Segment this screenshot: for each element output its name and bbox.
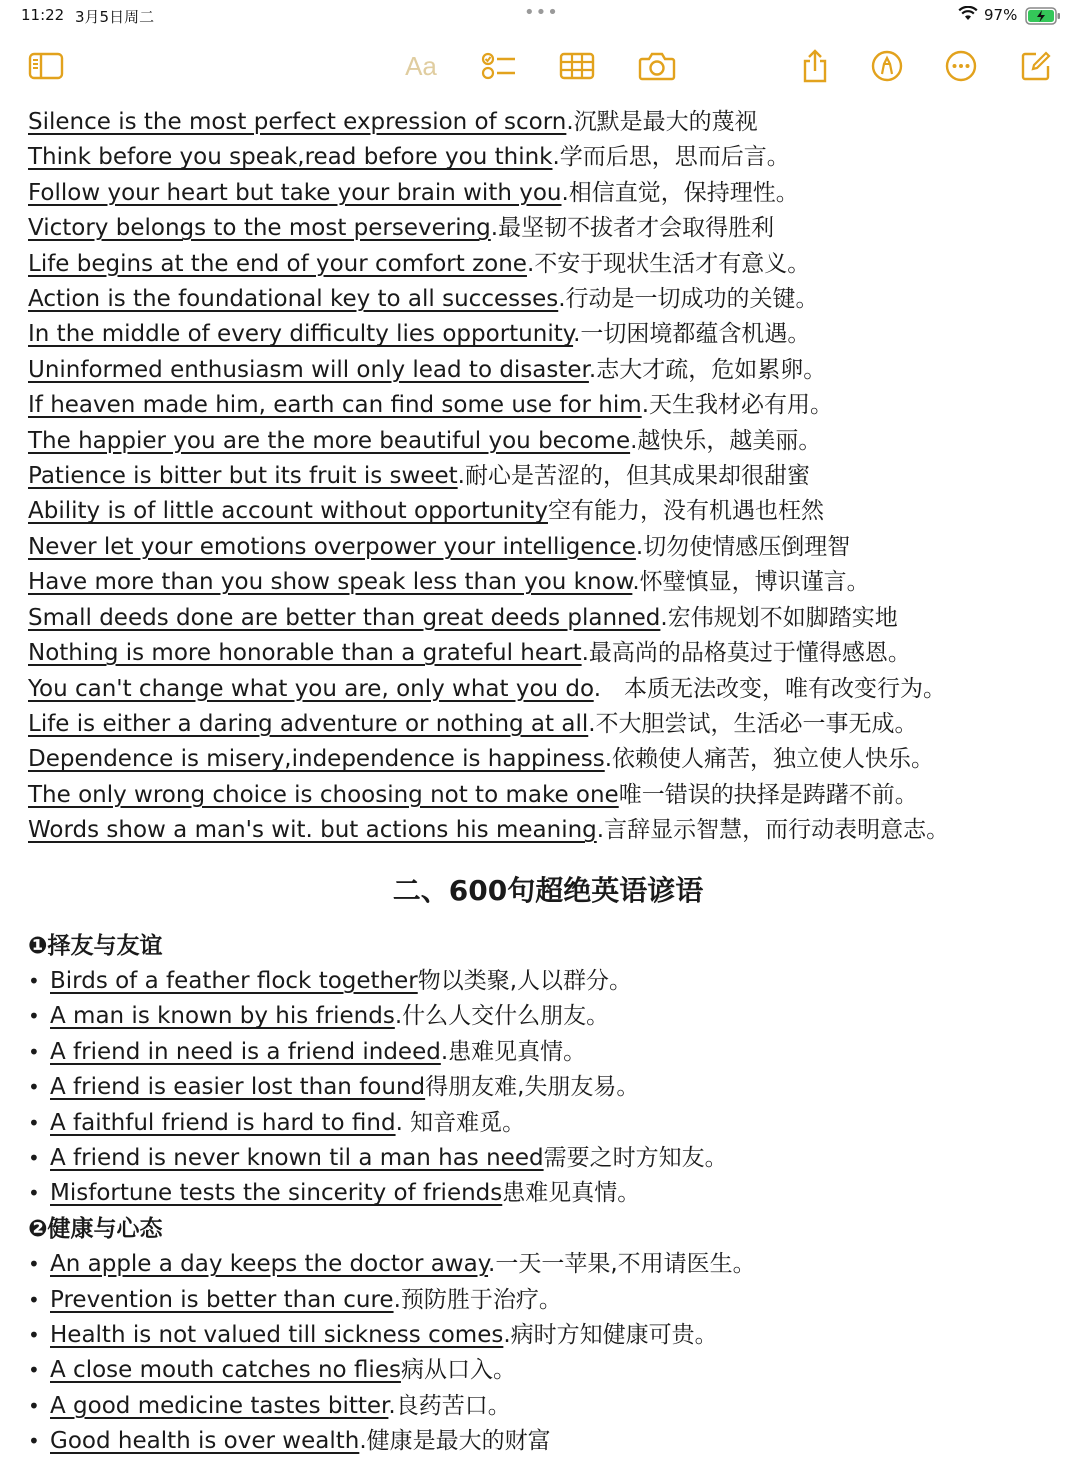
bullet-dot-icon: • xyxy=(28,1393,40,1418)
quote-line xyxy=(28,636,1068,671)
note-body[interactable] xyxy=(28,105,1068,1460)
quote-chinese: 唯一错误的抉择是踌躇不前。 xyxy=(618,781,918,808)
quote-chinese: .言辞显示智慧，而行动表明意志。 xyxy=(596,817,950,844)
quote-english: Silence is the most perfect expression of scorn xyxy=(28,109,567,135)
share-icon[interactable] xyxy=(795,48,835,84)
quote-line xyxy=(28,282,1068,317)
quote-line xyxy=(28,530,1068,565)
quote-line xyxy=(28,388,1068,423)
quote-english: The happier you are the more beautiful you become xyxy=(28,427,631,454)
notes-toolbar xyxy=(0,40,1080,92)
proverb-chinese: .什么人交什么朋友。 xyxy=(394,1003,610,1030)
quote-english: Have more than you show speak less than you know xyxy=(28,569,633,596)
proverb-chinese: .良药苦口。 xyxy=(388,1392,511,1419)
quote-line xyxy=(28,176,1068,211)
proverb-english: Misfortune tests the sincerity of friends xyxy=(50,1180,503,1207)
quote-line xyxy=(28,211,1068,246)
bullet-dot-icon: • xyxy=(28,1004,40,1029)
proverb-chinese: 得朋友难,失朋友易。 xyxy=(425,1074,640,1101)
proverb-chinese: 病从口入。 xyxy=(400,1357,516,1384)
quote-line xyxy=(28,813,1068,848)
quote-line xyxy=(28,707,1068,742)
proverb-list-item xyxy=(28,1283,1068,1318)
quote-line xyxy=(28,601,1068,636)
proverb-english: A faithful friend is hard to find xyxy=(50,1109,396,1136)
status-date: 3月5日周二 xyxy=(75,8,155,26)
format-label: Aa xyxy=(405,50,437,81)
quote-chinese: .切勿使情感压倒理智 xyxy=(635,533,851,560)
proverb-list-item xyxy=(28,1389,1068,1424)
quote-english: If heaven made him, earth can find some use for him xyxy=(28,392,642,419)
quote-chinese: .一切困境都蕴含机遇。 xyxy=(573,321,811,348)
quote-line xyxy=(28,353,1068,388)
checklist-icon[interactable] xyxy=(479,48,519,84)
bullet-dot-icon: • xyxy=(28,1358,40,1383)
bullet-dot-icon: • xyxy=(28,1145,40,1170)
quote-line xyxy=(28,459,1068,494)
quote-chinese: .沉默是最大的蔑视 xyxy=(566,109,758,135)
table-icon[interactable] xyxy=(557,48,597,84)
quote-english: Words show a man's wit. but actions his meaning xyxy=(28,817,597,844)
quote-line xyxy=(28,247,1068,282)
proverb-chinese: 需要之时方知友。 xyxy=(543,1144,728,1171)
bullet-dot-icon: • xyxy=(28,1075,40,1100)
quote-english: Victory belongs to the most persevering xyxy=(28,215,491,242)
proverb-english: A close mouth catches no flies xyxy=(50,1357,401,1384)
quote-chinese: .宏伟规划不如脚踏实地 xyxy=(660,604,898,631)
quote-line xyxy=(28,317,1068,352)
quote-chinese: .越快乐，越美丽。 xyxy=(630,427,822,454)
proverb-chinese: .预防胜于治疗。 xyxy=(393,1286,562,1313)
proverb-chinese: .患难见真情。 xyxy=(440,1038,587,1065)
bullet-dot-icon: • xyxy=(28,1110,40,1135)
bullet-dot-icon: • xyxy=(28,1252,40,1277)
quote-line xyxy=(28,105,1068,140)
quote-english: Never let your emotions overpower your intelligence xyxy=(28,533,636,560)
proverb-english: Prevention is better than cure xyxy=(50,1286,394,1313)
quote-english: The only wrong choice is choosing not to make one xyxy=(28,781,619,808)
proverb-list-item xyxy=(28,1424,1068,1459)
compose-icon[interactable] xyxy=(1016,48,1056,84)
quote-line xyxy=(28,672,1068,707)
quote-english: Dependence is misery,independence is happiness xyxy=(28,746,605,773)
proverb-list-item xyxy=(28,1106,1068,1141)
quote-chinese: .不安于现状生活才有意义。 xyxy=(526,250,811,277)
markup-icon[interactable] xyxy=(867,48,907,84)
bullet-dot-icon: • xyxy=(28,1287,40,1312)
proverb-english: Good health is over wealth xyxy=(50,1428,360,1455)
quote-chinese: .相信直觉，保持理性。 xyxy=(561,179,799,206)
quote-line xyxy=(28,140,1068,175)
quote-chinese: . 本质无法改变，唯有改变行为。 xyxy=(593,675,947,702)
proverb-list-item xyxy=(28,1035,1068,1070)
quote-english: Action is the foundational key to all successes xyxy=(28,286,559,313)
quote-english: Think before you speak,read before you think xyxy=(28,144,553,171)
quote-chinese: .耐心是苦涩的，但其成果却很甜蜜 xyxy=(457,463,810,490)
quote-english: Small deeds done are better than great deeds planned xyxy=(28,604,661,631)
proverb-list-item xyxy=(28,1318,1068,1353)
bullet-dot-icon: • xyxy=(28,1429,40,1454)
quote-english: Patience is bitter but its fruit is sweet xyxy=(28,463,458,490)
proverb-list-item xyxy=(28,1141,1068,1176)
status-bar xyxy=(0,0,1080,32)
proverb-english: A good medicine tastes bitter xyxy=(50,1392,389,1419)
quote-english: Ability is of little account without opportunity xyxy=(28,498,548,525)
battery-percent: 97% xyxy=(984,6,1018,24)
multitasking-dots-icon[interactable]: ••• xyxy=(524,2,559,23)
proverb-english: An apple a day keeps the doctor away xyxy=(50,1251,489,1278)
quote-english: In the middle of every difficulty lies opportunity xyxy=(28,321,574,348)
quote-chinese: .天生我材必有用。 xyxy=(641,392,833,419)
bullet-dot-icon: • xyxy=(28,1181,40,1206)
quote-english: Life is either a daring adventure or nothing at all xyxy=(28,710,589,737)
proverb-english: A friend in need is a friend indeed xyxy=(50,1038,441,1065)
quote-english: Nothing is more honorable than a grateful heart xyxy=(28,640,582,667)
format-button[interactable] xyxy=(401,48,441,84)
proverb-chinese: 物以类聚,人以群分。 xyxy=(417,967,633,994)
quote-line xyxy=(28,742,1068,777)
quote-english: You can't change what you are, only what you do xyxy=(28,675,594,702)
proverb-list-item xyxy=(28,1176,1068,1211)
proverb-list-item xyxy=(28,964,1068,999)
bullet-dot-icon: • xyxy=(28,1323,40,1347)
proverb-chinese: . 知音难觅。 xyxy=(395,1109,526,1136)
subsection-title: ❷健康与心态 xyxy=(28,1215,163,1242)
proverb-list-item xyxy=(28,999,1068,1034)
sidebar-icon[interactable] xyxy=(26,48,66,84)
proverb-chinese: .病时方知健康可贵。 xyxy=(503,1322,718,1348)
proverb-chinese: .一天一苹果,不用请医生。 xyxy=(488,1251,756,1278)
quote-line xyxy=(28,424,1068,459)
quote-chinese: .志大才疏，危如累卵。 xyxy=(588,356,827,383)
proverb-english: Health is not valued till sickness comes xyxy=(50,1322,504,1348)
quote-english: Life begins at the end of your comfort zone xyxy=(28,250,527,277)
quote-chinese: .不大胆尝试，生活必一事无成。 xyxy=(588,710,918,737)
battery-charging-icon xyxy=(1025,7,1061,29)
proverb-english: A friend is easier lost than found xyxy=(50,1074,426,1101)
bullet-dot-icon: • xyxy=(28,968,40,993)
quote-chinese: .最坚韧不拔者才会取得胜利 xyxy=(490,215,775,242)
quote-chinese: 空有能力，没有机遇也枉然 xyxy=(547,498,824,525)
quote-line xyxy=(28,565,1068,600)
section-heading: 二、600句超绝英语谚语 xyxy=(392,873,704,907)
quote-chinese: .行动是一切成功的关键。 xyxy=(558,286,819,313)
camera-icon[interactable] xyxy=(637,48,677,84)
proverb-english: A friend is never known til a man has need xyxy=(50,1144,544,1171)
proverb-english: Birds of a feather flock together xyxy=(50,967,418,994)
status-time: 11:22 xyxy=(21,6,65,24)
wifi-icon xyxy=(958,6,978,25)
proverb-list-item xyxy=(28,1247,1068,1282)
subsection-title: ❶择友与友谊 xyxy=(28,932,163,959)
quote-line xyxy=(28,778,1068,813)
proverb-list-item xyxy=(28,1353,1068,1388)
quote-line xyxy=(28,494,1068,529)
proverb-chinese: .健康是最大的财富 xyxy=(359,1428,551,1455)
quote-chinese: .最高尚的品格莫过于懂得感恩。 xyxy=(581,640,911,667)
quote-english: Follow your heart but take your brain with you xyxy=(28,179,562,206)
bullet-dot-icon: • xyxy=(28,1039,40,1064)
quote-english: Uninformed enthusiasm will only lead to disaster xyxy=(28,356,589,383)
more-icon[interactable] xyxy=(941,48,981,84)
proverb-list-item xyxy=(28,1070,1068,1105)
quote-chinese: .依赖使人痛苦，独立使人快乐。 xyxy=(604,746,935,773)
proverb-english: A man is known by his friends xyxy=(50,1003,395,1030)
quote-chinese: .学而后思，思而后言。 xyxy=(552,144,790,171)
quote-chinese: .怀璧慎显，博识谨言。 xyxy=(632,569,870,596)
proverb-chinese: 患难见真情。 xyxy=(502,1180,641,1207)
